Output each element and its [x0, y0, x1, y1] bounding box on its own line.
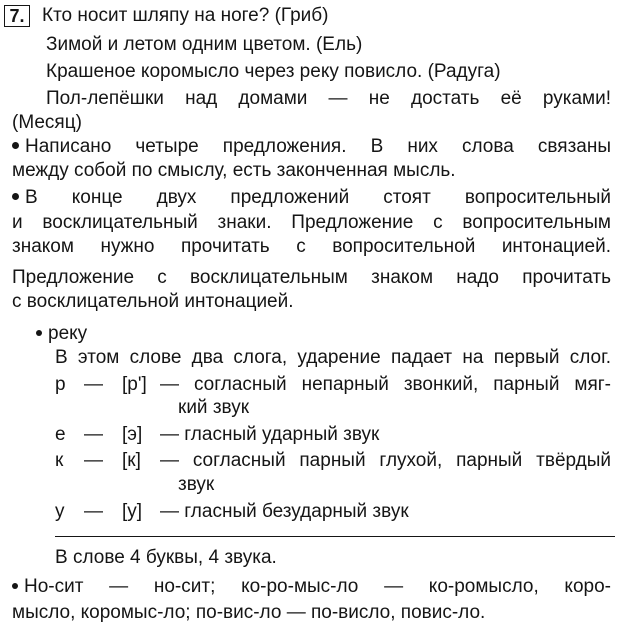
- bullet-icon: [12, 142, 19, 149]
- hyphenation-line: Но-сит — но-сит; ко-ро-мыс-ло — ко-ромысло, коро-: [12, 576, 611, 598]
- bullet-icon: [12, 583, 18, 589]
- phoneme-dash: —: [84, 374, 103, 395]
- riddle-answer: (Месяц): [12, 112, 82, 133]
- summary-line: В слове 4 буквы, 4 звука.: [55, 547, 277, 568]
- phoneme-sound: [к]: [122, 450, 141, 471]
- riddle-line: Пол-лепёшки над домами — не достать её руками!: [46, 88, 611, 109]
- phoneme-letter: р: [55, 374, 66, 395]
- phoneme-description: — согласный непарный звонкий, парный мяг-: [160, 374, 611, 395]
- paragraph-line: между собой по смыслу, есть законченная мысль.: [12, 160, 456, 181]
- paragraph-line: Предложение с восклицательным знаком надо прочитать: [12, 267, 611, 288]
- bullet-icon: [12, 193, 19, 200]
- phoneme-dash: —: [84, 501, 103, 522]
- divider-line: [55, 536, 615, 537]
- task-number: 7.: [4, 5, 30, 27]
- paragraph-line: с восклицательной интонацией.: [12, 291, 294, 312]
- phoneme-description: звук: [178, 474, 215, 495]
- phoneme-dash: —: [84, 424, 103, 445]
- paragraph-line: и восклицательный знаки. Предложение с вопросительным: [12, 212, 611, 233]
- riddle-line: Крашеное коромысло через реку повисло. (Радуга): [46, 61, 501, 82]
- bullet-icon: [36, 330, 42, 336]
- phoneme-description: — согласный парный глухой, парный твёрдый: [160, 450, 611, 471]
- riddle-line: Зимой и летом одним цветом. (Ель): [46, 34, 363, 55]
- paragraph-line: В конце двух предложений стоят вопросительный: [12, 187, 611, 209]
- phoneme-dash: —: [84, 450, 103, 471]
- word-heading: реку: [36, 323, 87, 345]
- phoneme-letter: у: [55, 501, 65, 522]
- phoneme-sound: [р']: [122, 374, 147, 395]
- syllable-note: В этом слове два слога, ударение падает на первый слог.: [55, 347, 611, 368]
- riddle-line: Кто носит шляпу на ноге? (Гриб): [42, 5, 329, 26]
- phoneme-letter: к: [55, 450, 64, 471]
- paragraph-line: Написано четыре предложения. В них слова связаны: [12, 136, 611, 158]
- phoneme-sound: [у]: [122, 501, 143, 522]
- phoneme-description: — гласный ударный звук: [160, 424, 380, 445]
- phoneme-sound: [э]: [122, 424, 143, 445]
- phoneme-letter: е: [55, 424, 66, 445]
- hyphenation-line: мысло, коромыс-ло; по-вис-ло — по-висло, повис-ло.: [12, 602, 486, 623]
- phoneme-description: кий звук: [178, 397, 250, 418]
- paragraph-line: знаком нужно прочитать с вопросительной интонацией.: [12, 236, 611, 257]
- phoneme-description: — гласный безударный звук: [160, 501, 409, 522]
